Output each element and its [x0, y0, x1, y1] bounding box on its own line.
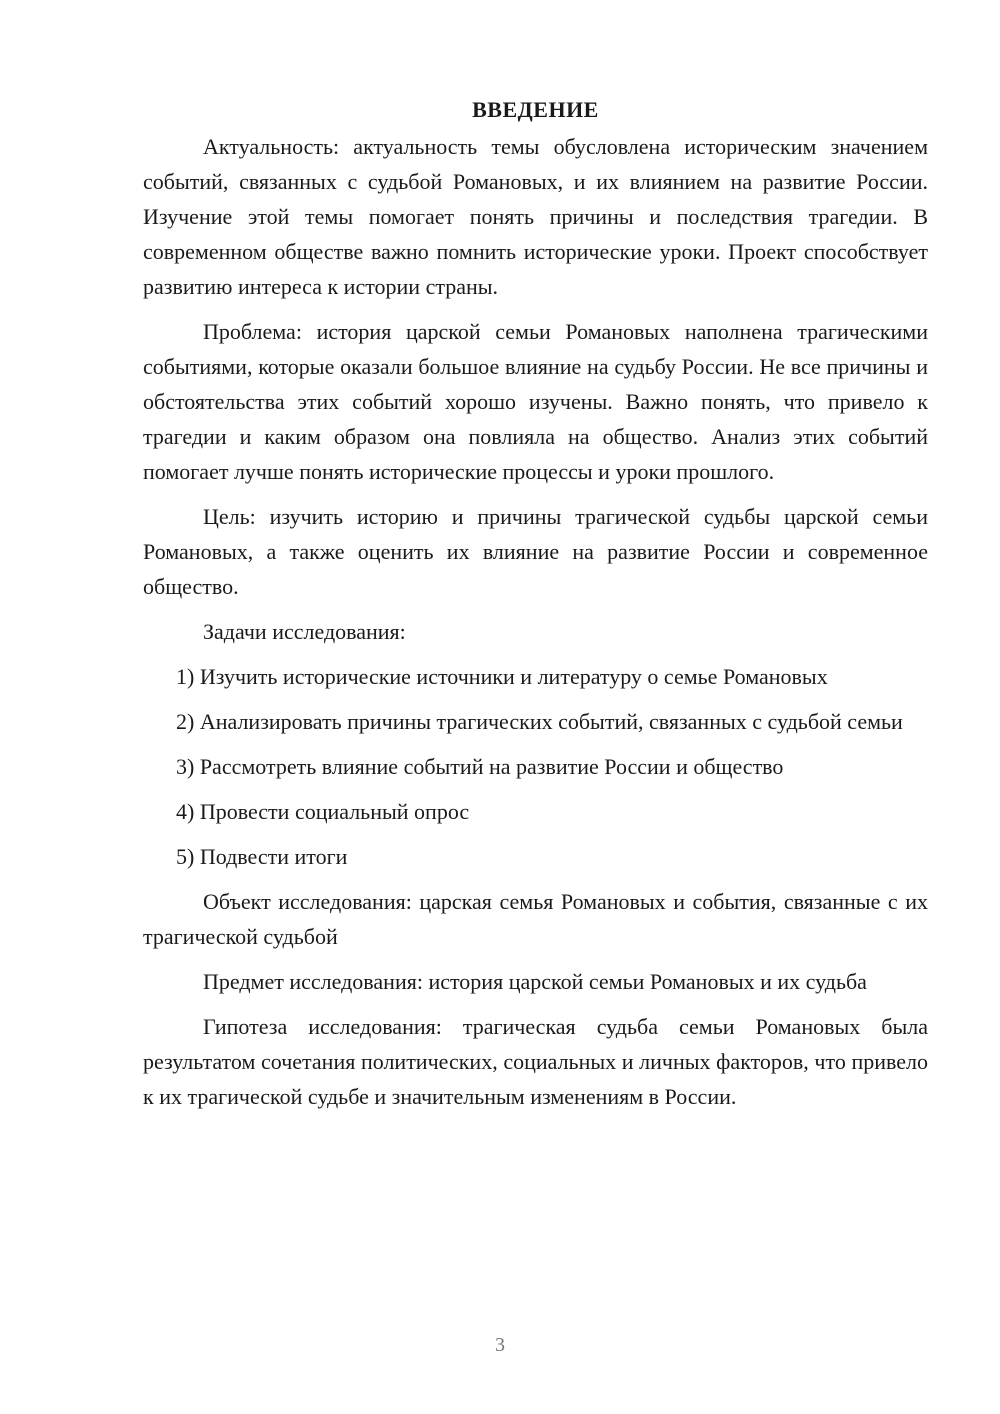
paragraph-tasks-heading: Задачи исследования: [203, 619, 406, 644]
paragraph-relevance: Актуальность: актуальность темы обусловлена историческим значением событий, связанных с судьбой Романовых, и их влиянием на развитие России. Изучение этой темы помогает понять причины и последствия трагедии. В современном обществе важно помнить исторические уроки. Проект способствует развитию интереса к истории страны. [143, 134, 928, 299]
task-item: 4) Провести социальный опрос [176, 799, 470, 824]
paragraph-object: Объект исследования: царская семья Романовых и события, связанные с их трагической судьбой [143, 889, 928, 949]
task-item: 2) Анализировать причины трагических событий, связанных с судьбой семьи [176, 709, 903, 734]
paragraph-subject: Предмет исследования: история царской семьи Романовых и их судьба [203, 969, 867, 994]
section-title: ВВЕДЕНИЕ [472, 97, 599, 122]
page-number: 3 [495, 1334, 505, 1356]
paragraph-problem: Проблема: история царской семьи Романовых наполнена трагическими событиями, которые оказали большое влияние на судьбу России. Не все причины и обстоятельства этих событий хорошо изучены. Важно понять, что привело к трагедии и каким образом она повлияла на общество. Анализ этих событий помогает лучше понять исторические процессы и уроки прошлого. [143, 319, 928, 484]
task-item: 3) Рассмотреть влияние событий на развитие России и общество [176, 754, 784, 779]
task-item: 5) Подвести итоги [176, 844, 348, 869]
document-page [143, 92, 928, 1124]
task-item: 1) Изучить исторические источники и литературу о семье Романовых [176, 664, 828, 689]
paragraph-goal: Цель: изучить историю и причины трагической судьбы царской семьи Романовых, а также оценить их влияние на развитие России и современное общество. [143, 504, 928, 599]
paragraph-hypothesis: Гипотеза исследования: трагическая судьба семьи Романовых была результатом сочетания политических, социальных и личных факторов, что привело к их трагической судьбе и значительным изменениям в России. [143, 1014, 928, 1109]
